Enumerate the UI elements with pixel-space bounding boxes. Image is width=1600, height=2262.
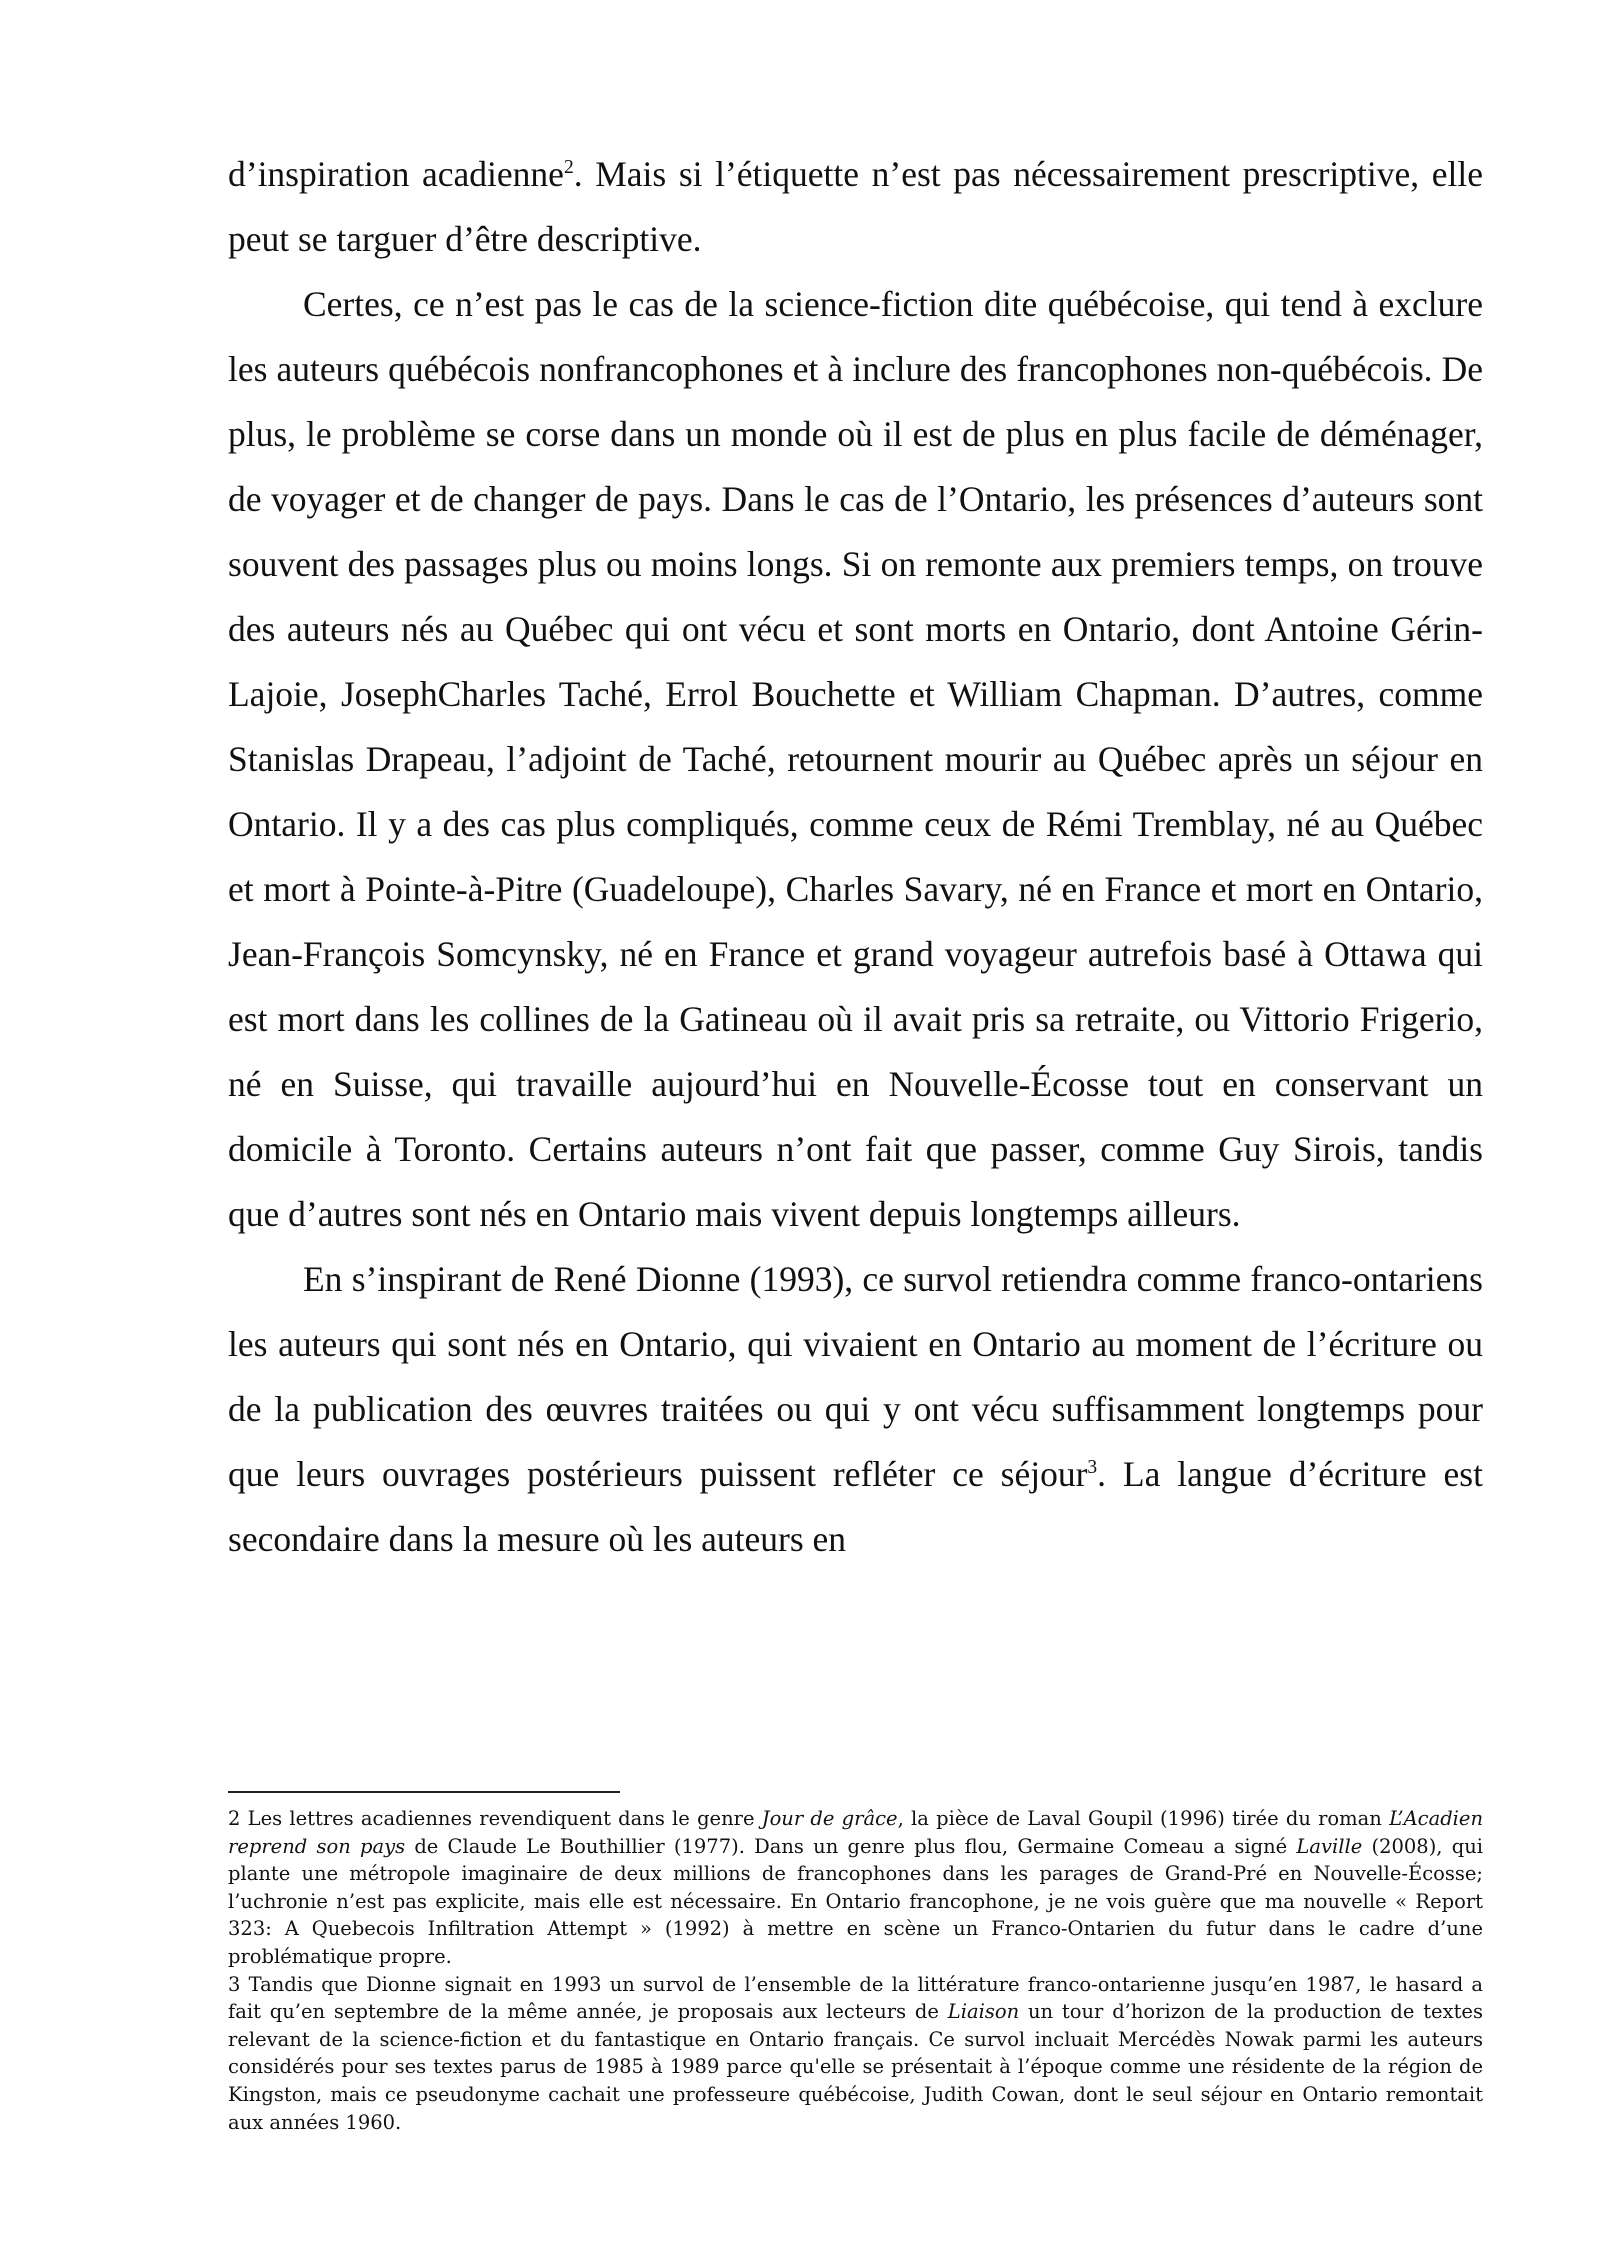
footnote-ref-2[interactable]: 2 — [563, 157, 574, 179]
paragraph-3-text-b: . La langue d’écriture est secondaire dans la mesure où les auteurs en — [228, 1454, 1483, 1559]
footnote-2-text-3: de Claude Le Bouthillier (1977). Dans un genre plus flou, Germaine Comeau a signé — [405, 1834, 1297, 1858]
footnote-2 — [228, 1805, 1483, 1971]
paragraph-3 — [228, 1247, 1483, 1572]
footnote-3-text-2: un tour d’horizon de la production de textes relevant de la science-fiction et du fantastique en Ontario français. Ce survol incluait Mercédès Nowak parmi les auteurs considérés pour ses textes parus de 1985 à 1989 parce qu'elle se présentait à l’époque comme une résidente de la région de Kingston, mais ce pseudonyme cachait une professeure québécoise, Judith Cowan, dont le seul séjour en Ontario remontait aux années 1960. — [228, 2000, 1483, 2134]
footnote-separator — [228, 1791, 620, 1793]
footnote-ref-3[interactable]: 3 — [1087, 1457, 1098, 1479]
footnote-2-text-4: (2008), qui plante une métropole imaginaire de deux millions de francophones dans les parages de Grand-Pré en Nouvelle-Écosse; l’uchronie n’est pas explicite, mais elle est nécessaire. En Ontario francophone, je ne vois guère que ma nouvelle « Report 323: A Quebecois Infiltration Attempt » (1992) à mettre en scène un Franco-Ontarien du futur dans le cadre d’une problématique propre. — [228, 1834, 1483, 1968]
footnote-2-title-1: Jour de grâce — [761, 1807, 898, 1830]
footnote-3-title-1: Liaison — [947, 2000, 1020, 2024]
paragraph-1-text-a: d’inspiration acadienne — [228, 154, 564, 194]
paragraph-1-text-b: . Mais si l’étiquette n’est pas nécessairement prescriptive, elle peut se targuer d’être descriptive. — [228, 154, 1483, 259]
footnote-2-text-2: , la pièce de Laval Goupil (1996) tirée du roman — [897, 1807, 1390, 1830]
paragraph-1 — [228, 142, 1483, 272]
paragraph-3-text-a: En s’inspirant de René Dionne (1993), ce survol retiendra comme franco-ontariens les auteurs qui sont nés en Ontario, qui vivaient en Ontario au moment de l’écriture ou de la publication des œuvres traitées ou qui y ont vécu suffisamment longtemps pour que leurs ouvrages postérieurs puissent refléter ce séjour — [228, 1259, 1483, 1494]
footnotes — [228, 1805, 1483, 2136]
footnote-3 — [228, 1971, 1483, 2137]
paragraph-2: Certes, ce n’est pas le cas de la science-fiction dite québécoise, qui tend à exclure les auteurs québécois nonfrancophones et à inclure des francophones non-québécois. De plus, le problème se corse dans un monde où il est de plus en plus facile de déménager, de voyager et de changer de pays. Dans le cas de l’Ontario, les présences d’auteurs sont souvent des passages plus ou moins longs. Si on remonte aux premiers temps, on trouve des auteurs nés au Québec qui ont vécu et sont morts en Ontario, dont Antoine Gérin-Lajoie, JosephCharles Taché, Errol Bouchette et William Chapman. D’autres, comme Stanislas Drapeau, l’adjoint de Taché, retournent mourir au Québec après un séjour en Ontario. Il y a des cas plus compliqués, comme ceux de Rémi Tremblay, né au Québec et mort à Pointe-à-Pitre (Guadeloupe), Charles Savary, né en France et mort en Ontario, Jean-François Somcynsky, né en France et grand voyageur autrefois basé à Ottawa qui est mort dans les collines de la Gatineau où il avait pris sa retraite, ou Vittorio Frigerio, né en Suisse, qui travaille aujourd’hui en Nouvelle-Écosse tout en conservant un domicile à Toronto. Certains auteurs n’ont fait que passer, comme Guy Sirois, tandis que d’autres sont nés en Ontario mais vivent depuis longtemps ailleurs. — [228, 284, 1483, 1234]
body-text — [228, 142, 1483, 1572]
footnote-2-text-1: 2 Les lettres acadiennes revendiquent dans le genre — [228, 1807, 762, 1830]
footnote-2-title-2: L’Acadien reprend son pays — [228, 1807, 1484, 1858]
footnote-3-text-1: 3 Tandis que Dionne signait en 1993 un survol de l’ensemble de la littérature franco-ontarienne jusqu’en 1987, le hasard a fait qu’en septembre de la même année, je proposais aux lecteurs de — [228, 1972, 1483, 2024]
footnote-2-title-3: Laville — [1296, 1834, 1363, 1858]
